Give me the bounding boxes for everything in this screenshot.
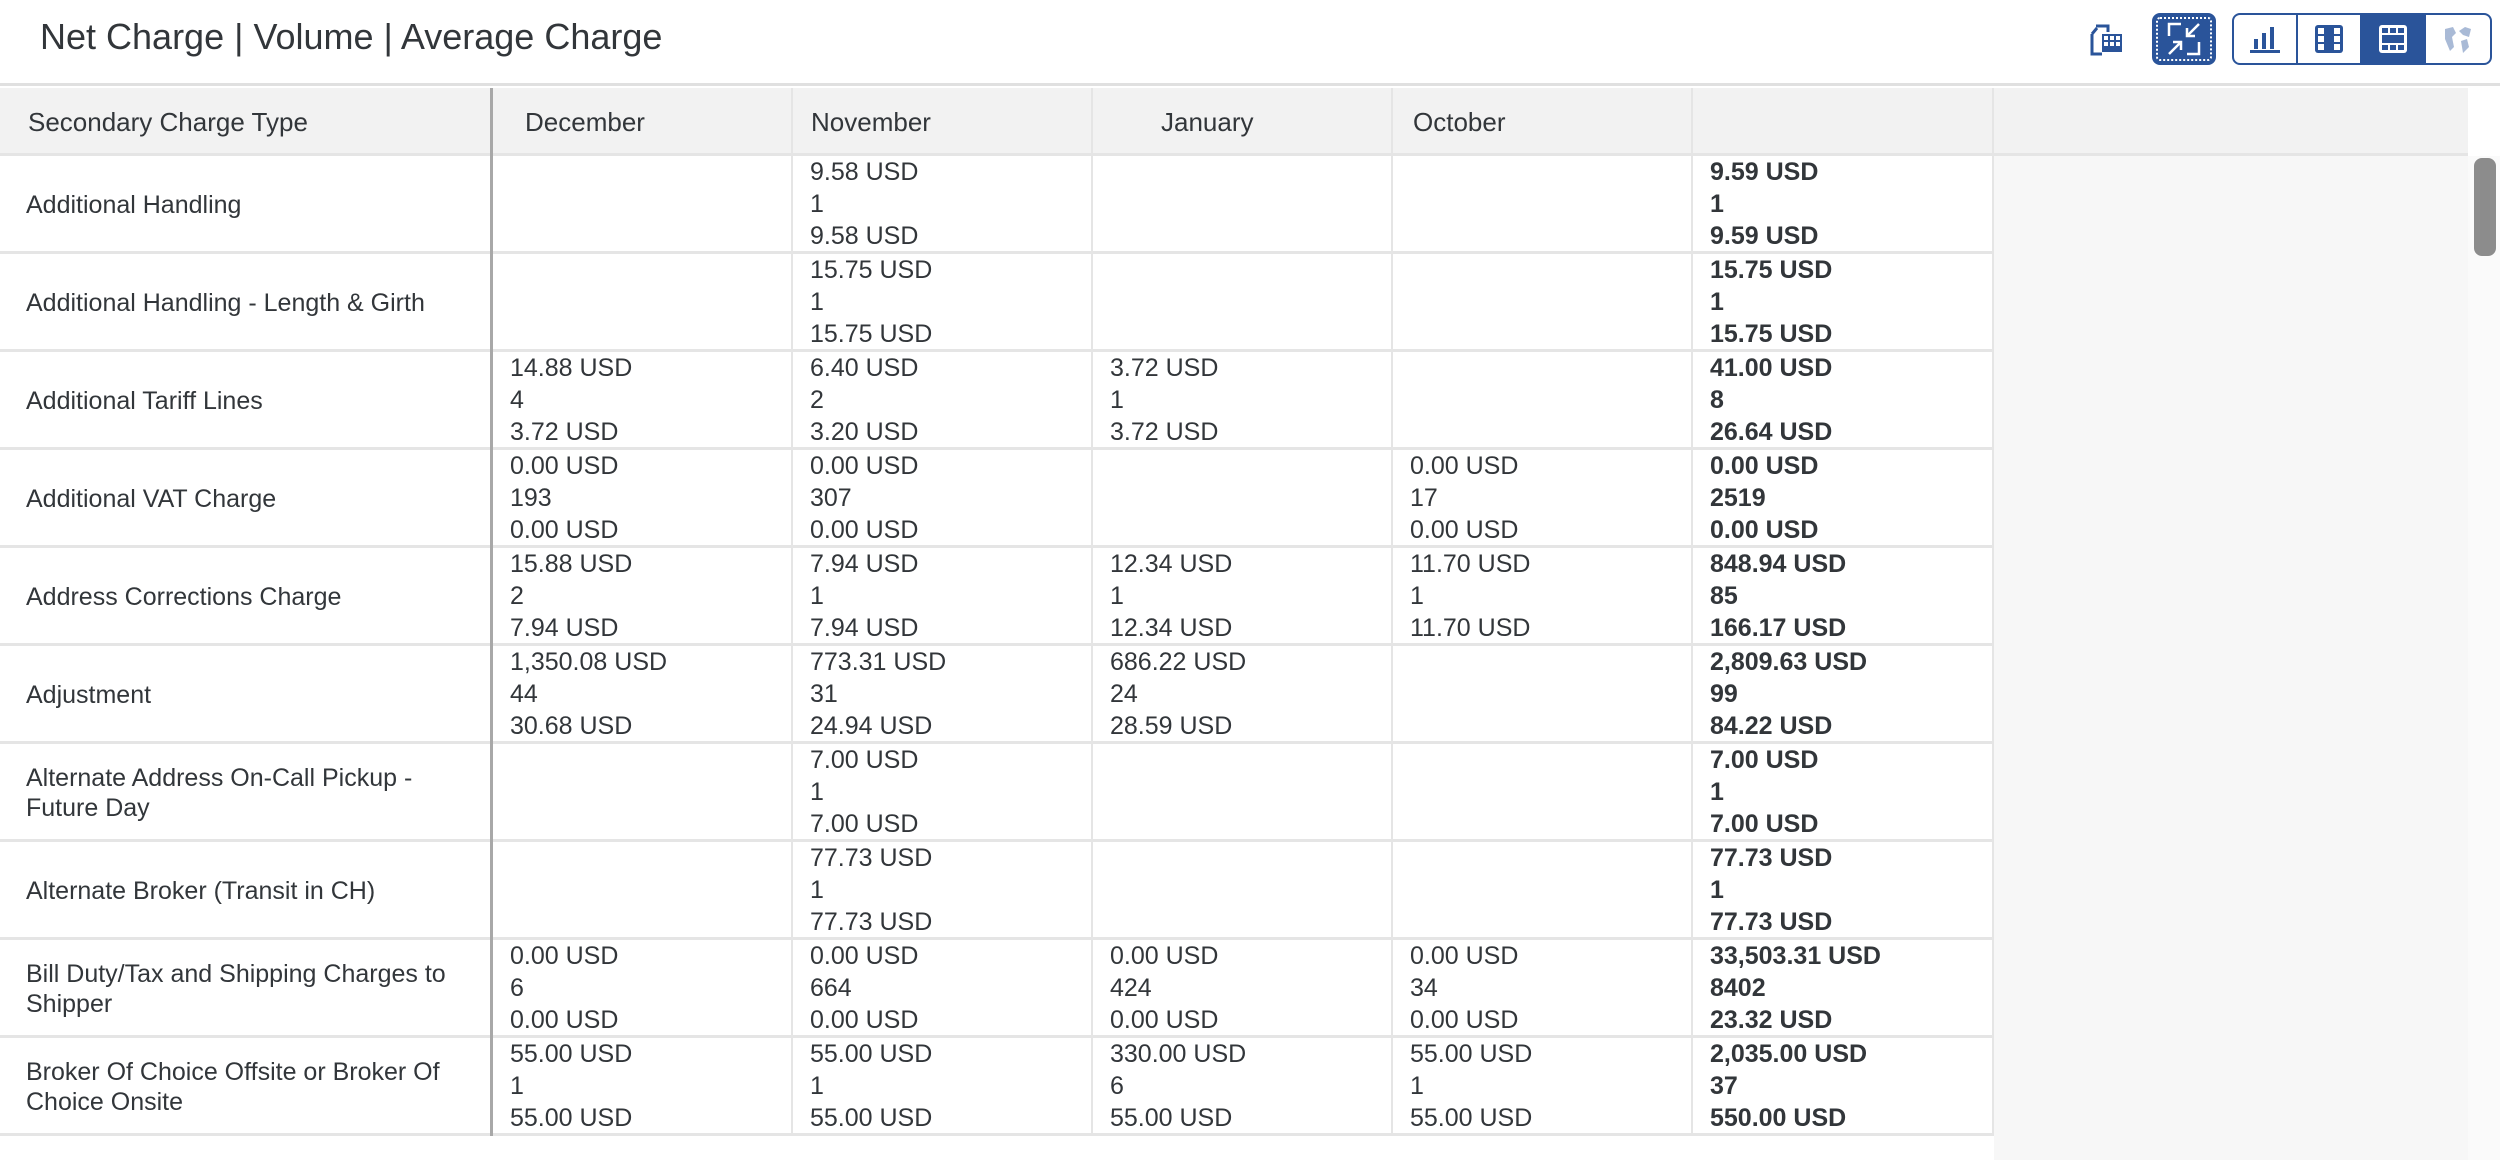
net-charge-value: 3.72 USD	[1110, 354, 1219, 382]
total-average-charge-value: 77.73 USD	[1710, 908, 1833, 936]
net-charge-value: 11.70 USD	[1410, 550, 1531, 578]
column-header-secondary-charge-type[interactable]: Secondary Charge Type	[0, 88, 493, 156]
net-charge-value: 330.00 USD	[1110, 1040, 1247, 1068]
net-charge-value: 0.00 USD	[1110, 942, 1219, 970]
row-label[interactable]: Adjustment	[0, 646, 493, 744]
average-charge-value: 0.00 USD	[1110, 1006, 1219, 1034]
net-charge-value: 0.00 USD	[510, 942, 619, 970]
data-cell[interactable]	[793, 352, 1093, 450]
data-cell[interactable]	[1393, 548, 1693, 646]
total-net-charge-value: 33,503.31 USD	[1710, 942, 1881, 970]
total-volume-value: 99	[1710, 680, 1738, 708]
total-volume-value: 1	[1710, 190, 1724, 218]
average-charge-value: 7.94 USD	[810, 614, 919, 642]
table-row	[0, 1038, 1994, 1136]
total-cell[interactable]	[1693, 254, 1994, 352]
data-cell[interactable]	[493, 450, 793, 548]
average-charge-value: 7.94 USD	[510, 614, 619, 642]
net-charge-value: 9.58 USD	[810, 158, 919, 186]
average-charge-value: 0.00 USD	[810, 516, 919, 544]
average-charge-value: 0.00 USD	[1410, 516, 1519, 544]
average-charge-value: 77.73 USD	[810, 908, 933, 936]
total-average-charge-value: 15.75 USD	[1710, 320, 1833, 348]
total-cell[interactable]	[1693, 842, 1994, 940]
table-row	[0, 254, 1994, 352]
data-cell[interactable]	[1093, 646, 1393, 744]
data-cell[interactable]	[1093, 352, 1393, 450]
data-cell[interactable]	[793, 156, 1093, 254]
data-cell[interactable]	[793, 450, 1093, 548]
volume-value: 1	[1110, 582, 1124, 610]
total-average-charge-value: 166.17 USD	[1710, 614, 1847, 642]
volume-value: 1	[1410, 1072, 1424, 1100]
net-charge-value: 14.88 USD	[510, 354, 633, 382]
data-cell[interactable]	[1093, 450, 1393, 548]
exit-fullscreen-button[interactable]	[2152, 13, 2216, 65]
scrollbar-thumb[interactable]	[2474, 158, 2496, 256]
average-charge-value: 28.59 USD	[1110, 712, 1233, 740]
data-cell[interactable]	[1393, 254, 1693, 352]
data-cell[interactable]	[1393, 1038, 1693, 1136]
net-charge-value: 15.88 USD	[510, 550, 633, 578]
average-charge-value: 0.00 USD	[810, 1006, 919, 1034]
vertical-scrollbar[interactable]	[2468, 156, 2500, 1160]
map-view-button[interactable]	[2426, 15, 2490, 63]
column-header-january[interactable]: January	[1093, 88, 1393, 156]
volume-value: 6	[510, 974, 524, 1002]
data-cell[interactable]	[1393, 940, 1693, 1038]
total-volume-value: 37	[1710, 1072, 1738, 1100]
data-cell[interactable]	[1093, 842, 1393, 940]
net-charge-value: 55.00 USD	[810, 1040, 933, 1068]
data-cell[interactable]	[493, 156, 793, 254]
data-cell[interactable]	[1393, 646, 1693, 744]
volume-value: 1	[810, 582, 824, 610]
net-charge-value: 7.94 USD	[810, 550, 919, 578]
average-charge-value: 15.75 USD	[810, 320, 933, 348]
total-net-charge-value: 2,035.00 USD	[1710, 1040, 1868, 1068]
table-row	[0, 940, 1994, 1038]
data-cell[interactable]	[1093, 1038, 1393, 1136]
total-cell[interactable]	[1693, 450, 1994, 548]
total-average-charge-value: 7.00 USD	[1710, 810, 1819, 838]
table-row	[0, 156, 1994, 254]
volume-value: 664	[810, 974, 852, 1002]
average-charge-value: 3.72 USD	[1110, 418, 1219, 446]
volume-value: 1	[810, 190, 824, 218]
total-volume-value: 2519	[1710, 484, 1766, 512]
row-label[interactable]: Alternate Broker (Transit in CH)	[0, 842, 493, 940]
table-view-button[interactable]	[2362, 15, 2426, 63]
data-cell[interactable]	[1393, 352, 1693, 450]
volume-value: 2	[510, 582, 524, 610]
net-charge-value: 0.00 USD	[810, 942, 919, 970]
data-cell[interactable]	[493, 744, 793, 842]
data-cell[interactable]	[1093, 548, 1393, 646]
volume-value: 17	[1410, 484, 1438, 512]
chart-view-button[interactable]	[2234, 15, 2298, 63]
average-charge-value: 7.00 USD	[810, 810, 919, 838]
net-charge-value: 55.00 USD	[1410, 1040, 1533, 1068]
volume-value: 307	[810, 484, 852, 512]
total-average-charge-value: 84.22 USD	[1710, 712, 1833, 740]
total-net-charge-value: 41.00 USD	[1710, 354, 1833, 382]
total-average-charge-value: 26.64 USD	[1710, 418, 1833, 446]
volume-value: 1	[510, 1072, 524, 1100]
data-cell[interactable]	[493, 646, 793, 744]
row-label[interactable]: Broker Of Choice Offsite or Broker Of Choice Onsite	[0, 1038, 493, 1136]
table-chart-view-icon	[2315, 25, 2343, 53]
empty-area	[1994, 156, 2468, 1160]
total-average-charge-value: 0.00 USD	[1710, 516, 1819, 544]
total-net-charge-value: 77.73 USD	[1710, 844, 1833, 872]
total-volume-value: 8402	[1710, 974, 1766, 1002]
table-row	[0, 842, 1994, 940]
net-charge-value: 1,350.08 USD	[510, 648, 668, 676]
average-charge-value: 30.68 USD	[510, 712, 633, 740]
volume-value: 424	[1110, 974, 1152, 1002]
volume-value: 31	[810, 680, 838, 708]
table-row	[0, 646, 1994, 744]
view-mode-toggle	[2232, 13, 2492, 65]
total-net-charge-value: 7.00 USD	[1710, 746, 1819, 774]
volume-value: 193	[510, 484, 552, 512]
data-cell[interactable]	[493, 548, 793, 646]
total-cell[interactable]	[1693, 744, 1994, 842]
total-net-charge-value: 9.59 USD	[1710, 158, 1819, 186]
net-charge-value: 6.40 USD	[810, 354, 919, 382]
volume-value: 1	[810, 288, 824, 316]
total-average-charge-value: 550.00 USD	[1710, 1104, 1847, 1132]
data-cell[interactable]	[793, 254, 1093, 352]
net-charge-value: 0.00 USD	[1410, 452, 1519, 480]
average-charge-value: 0.00 USD	[1410, 1006, 1519, 1034]
total-cell[interactable]	[1693, 940, 1994, 1038]
average-charge-value: 11.70 USD	[1410, 614, 1531, 642]
row-label[interactable]: Additional Handling - Length & Girth	[0, 254, 493, 352]
net-charge-value: 686.22 USD	[1110, 648, 1247, 676]
table-row	[0, 548, 1994, 646]
column-header-october[interactable]: October	[1393, 88, 1693, 156]
average-charge-value: 0.00 USD	[510, 516, 619, 544]
table-header-row	[0, 88, 2468, 156]
data-cell[interactable]	[1393, 450, 1693, 548]
total-cell[interactable]	[1693, 352, 1994, 450]
row-label[interactable]: Alternate Address On-Call Pickup - Future Day	[0, 744, 493, 842]
total-cell[interactable]	[1693, 646, 1994, 744]
data-cell[interactable]	[793, 842, 1093, 940]
volume-value: 44	[510, 680, 538, 708]
average-charge-value: 0.00 USD	[510, 1006, 619, 1034]
data-cell[interactable]	[793, 940, 1093, 1038]
net-charge-value: 0.00 USD	[510, 452, 619, 480]
data-cell[interactable]	[493, 1038, 793, 1136]
total-net-charge-value: 0.00 USD	[1710, 452, 1819, 480]
total-average-charge-value: 23.32 USD	[1710, 1006, 1833, 1034]
average-charge-value: 55.00 USD	[1110, 1104, 1233, 1132]
net-charge-value: 55.00 USD	[510, 1040, 633, 1068]
table-view-icon	[2379, 25, 2407, 53]
row-label[interactable]: Bill Duty/Tax and Shipping Charges to Shipper	[0, 940, 493, 1038]
table-chart-view-button[interactable]	[2298, 15, 2362, 63]
volume-value: 1	[810, 1072, 824, 1100]
widget-header	[0, 0, 2500, 86]
chart-view-icon	[2250, 25, 2280, 53]
table-row	[0, 744, 1994, 842]
volume-value: 1	[1410, 582, 1424, 610]
total-cell[interactable]	[1693, 548, 1994, 646]
data-cell[interactable]	[493, 842, 793, 940]
data-cell[interactable]	[1093, 254, 1393, 352]
column-header-november[interactable]: November	[793, 88, 1093, 156]
net-charge-value: 0.00 USD	[1410, 942, 1519, 970]
data-cell[interactable]	[493, 352, 793, 450]
average-charge-value: 3.72 USD	[510, 418, 619, 446]
column-header-total[interactable]	[1693, 88, 1994, 156]
volume-value: 24	[1110, 680, 1138, 708]
average-charge-value: 9.58 USD	[810, 222, 919, 250]
data-cell[interactable]	[1393, 744, 1693, 842]
volume-value: 34	[1410, 974, 1438, 1002]
net-charge-value: 12.34 USD	[1110, 550, 1233, 578]
row-label[interactable]: Additional VAT Charge	[0, 450, 493, 548]
total-net-charge-value: 2,809.63 USD	[1710, 648, 1868, 676]
data-cell[interactable]	[1393, 842, 1693, 940]
data-cell[interactable]	[493, 940, 793, 1038]
row-label[interactable]: Additional Tariff Lines	[0, 352, 493, 450]
data-cell[interactable]	[493, 254, 793, 352]
net-charge-value: 0.00 USD	[810, 452, 919, 480]
net-charge-value: 773.31 USD	[810, 648, 947, 676]
total-cell[interactable]	[1693, 156, 1994, 254]
volume-value: 2	[810, 386, 824, 414]
total-average-charge-value: 9.59 USD	[1710, 222, 1819, 250]
data-cell[interactable]	[1093, 940, 1393, 1038]
data-cell[interactable]	[793, 1038, 1093, 1136]
data-cell[interactable]	[793, 744, 1093, 842]
total-cell[interactable]	[1693, 1038, 1994, 1136]
data-cell[interactable]	[1093, 744, 1393, 842]
map-view-icon	[2443, 25, 2473, 53]
total-volume-value: 1	[1710, 288, 1724, 316]
total-volume-value: 1	[1710, 876, 1724, 904]
volume-value: 4	[510, 386, 524, 414]
data-cell[interactable]	[793, 548, 1093, 646]
total-net-charge-value: 15.75 USD	[1710, 256, 1833, 284]
volume-value: 6	[1110, 1072, 1124, 1100]
average-charge-value: 55.00 USD	[810, 1104, 933, 1132]
average-charge-value: 55.00 USD	[1410, 1104, 1533, 1132]
total-net-charge-value: 848.94 USD	[1710, 550, 1847, 578]
volume-value: 1	[810, 778, 824, 806]
widget-title: Net Charge | Volume | Average Charge	[40, 16, 663, 57]
export-table-icon[interactable]	[2086, 20, 2126, 60]
net-charge-value: 7.00 USD	[810, 746, 919, 774]
volume-value: 1	[1110, 386, 1124, 414]
row-label[interactable]: Additional Handling	[0, 156, 493, 254]
net-charge-value: 15.75 USD	[810, 256, 933, 284]
data-cell[interactable]	[1393, 156, 1693, 254]
average-charge-value: 12.34 USD	[1110, 614, 1233, 642]
table-row	[0, 352, 1994, 450]
average-charge-value: 3.20 USD	[810, 418, 919, 446]
column-header-december[interactable]: December	[493, 88, 793, 156]
row-label[interactable]: Address Corrections Charge	[0, 548, 493, 646]
total-volume-value: 8	[1710, 386, 1724, 414]
volume-value: 1	[810, 876, 824, 904]
table-row	[0, 450, 1994, 548]
total-volume-value: 85	[1710, 582, 1738, 610]
average-charge-value: 24.94 USD	[810, 712, 933, 740]
total-volume-value: 1	[1710, 778, 1724, 806]
data-cell[interactable]	[1093, 156, 1393, 254]
data-cell[interactable]	[793, 646, 1093, 744]
average-charge-value: 55.00 USD	[510, 1104, 633, 1132]
net-charge-value: 77.73 USD	[810, 844, 933, 872]
